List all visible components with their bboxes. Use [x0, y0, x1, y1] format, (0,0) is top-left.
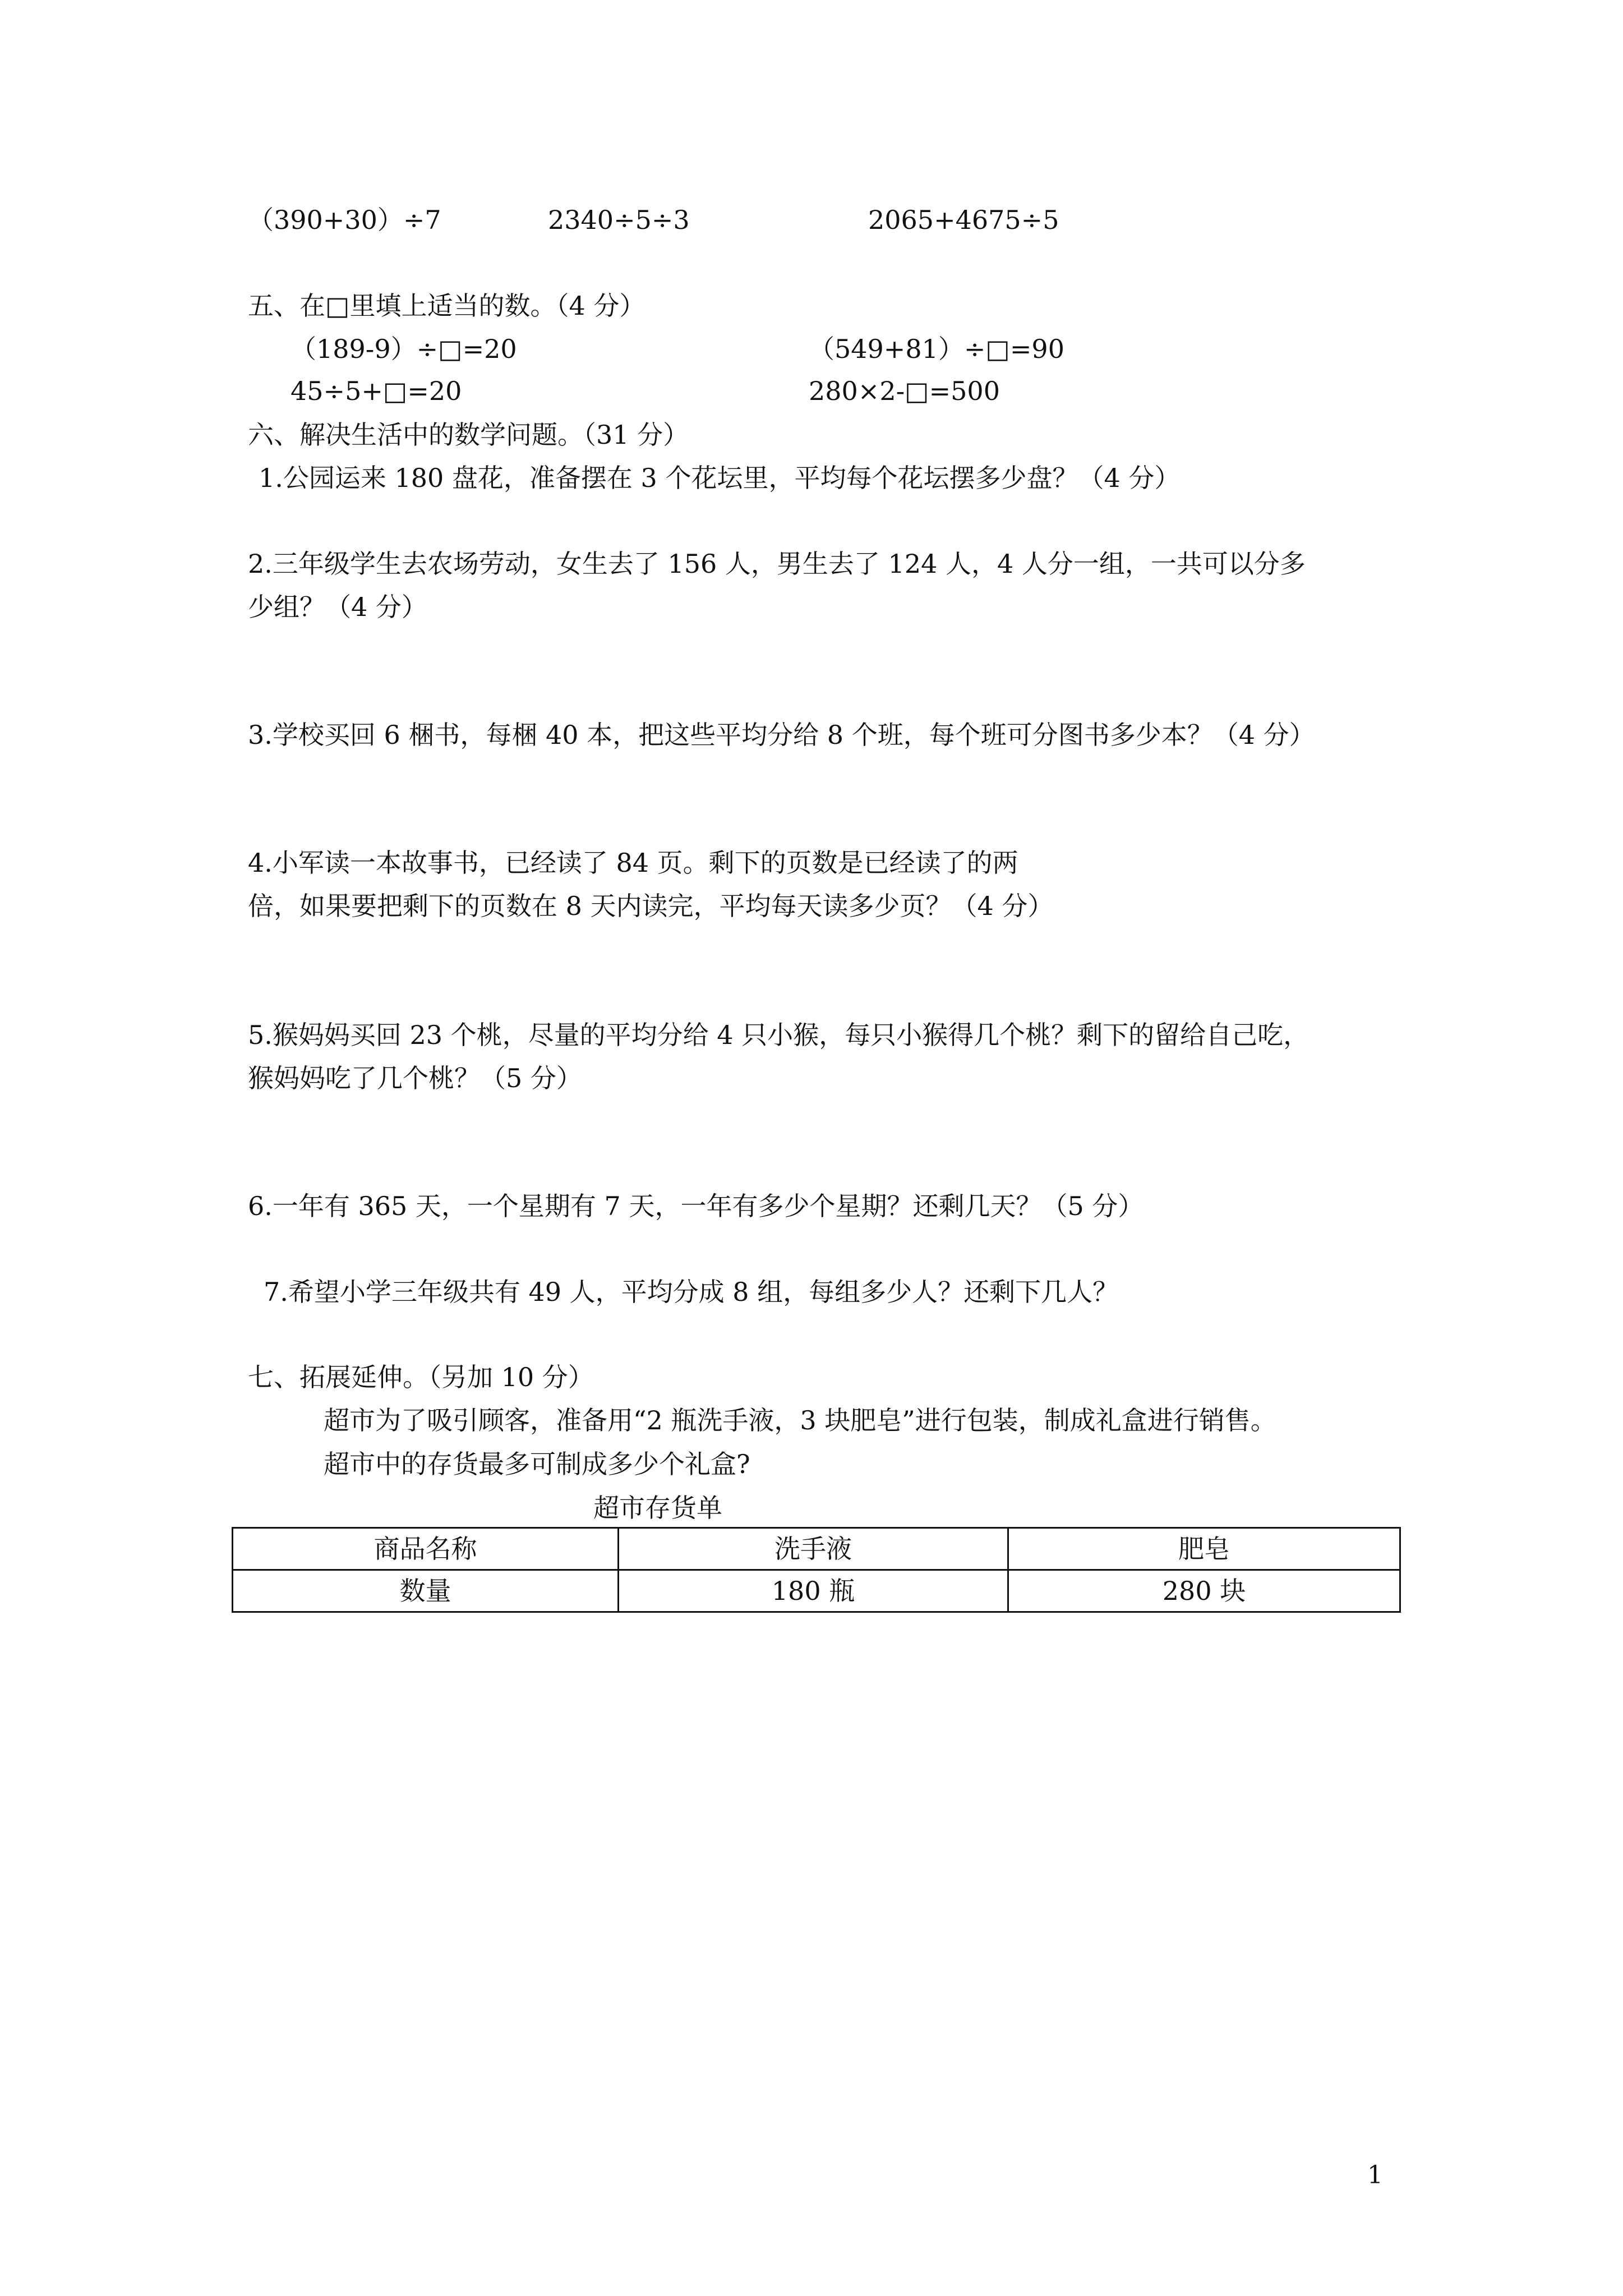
calc-expression: （390+30）÷7 — [248, 205, 441, 235]
table-header-cell: 洗手液 — [619, 1528, 1008, 1570]
section-title: 五、在□里填上适当的数。（4 分） — [248, 291, 645, 321]
problem-2-line-2: 少组？（4 分） — [248, 592, 427, 622]
problem-7: 7.希望小学三年级共有 49 人，平均分成 8 组，每组多少人？还剩下几人？ — [264, 1277, 1119, 1307]
problem-4-line-1: 4.小军读一本故事书，已经读了 84 页。剩下的页数是已经读了的两 — [248, 848, 1018, 878]
table-header-cell: 肥皂 — [1008, 1528, 1400, 1570]
fill-in-item: 280×2-□=500 — [809, 376, 1000, 406]
fill-in-item: （189-9）÷□=20 — [291, 334, 517, 364]
table-cell: 180 瓶 — [619, 1570, 1008, 1612]
fill-in-item: （549+81）÷□=90 — [809, 334, 1064, 364]
section-title: 七、拓展延伸。（另加 10 分） — [248, 1362, 594, 1392]
section-title: 六、解决生活中的数学问题。（31 分） — [248, 420, 689, 450]
problem-4-line-2: 倍，如果要把剩下的页数在 8 天内读完，平均每天读多少页？（4 分） — [248, 891, 1054, 921]
table-caption: 超市存货单 — [593, 1493, 722, 1523]
problem-3: 3.学校买回 6 梱书，每梱 40 本，把这些平均分给 8 个班，每个班可分图书多少本？（4 分） — [248, 720, 1315, 750]
table-cell: 数量 — [233, 1570, 619, 1612]
calc-expression: 2065+4675÷5 — [868, 205, 1059, 235]
table-header-row — [233, 1528, 1400, 1570]
calc-expression: 2340÷5÷3 — [548, 205, 690, 235]
page-number: 1 — [1367, 2161, 1383, 2189]
table-row — [233, 1570, 1400, 1612]
table-header-cell: 商品名称 — [233, 1528, 619, 1570]
problem-6: 6.一年有 365 天，一个星期有 7 天，一年有多少个星期？还剩几天？（5 分） — [248, 1191, 1144, 1221]
extension-text: 超市中的存货最多可制成多少个礼盒? — [324, 1449, 750, 1479]
problem-2-line-1: 2.三年级学生去农场劳动，女生去了 156 人，男生去了 124 人，4 人分一组，一共可以分多 — [248, 549, 1306, 579]
extension-text: 超市为了吸引顾客，准备用“2 瓶洗手液，3 块肥皂”进行包装，制成礼盒进行销售。 — [324, 1405, 1276, 1435]
table-cell: 280 块 — [1008, 1570, 1400, 1612]
problem-5-line-1: 5.猴妈妈买回 23 个桃，尽量的平均分给 4 只小猴，每只小猴得几个桃？剩下的留给自己吃， — [248, 1020, 1310, 1050]
stock-table — [232, 1527, 1401, 1613]
problem-5-line-2: 猴妈妈吃了几个桃？（5 分） — [248, 1063, 582, 1093]
problem-1: 1.公园运来 180 盘花，准备摆在 3 个花坛里，平均每个花坛摆多少盘？（4 分） — [259, 463, 1181, 493]
fill-in-item: 45÷5+□=20 — [291, 376, 462, 406]
